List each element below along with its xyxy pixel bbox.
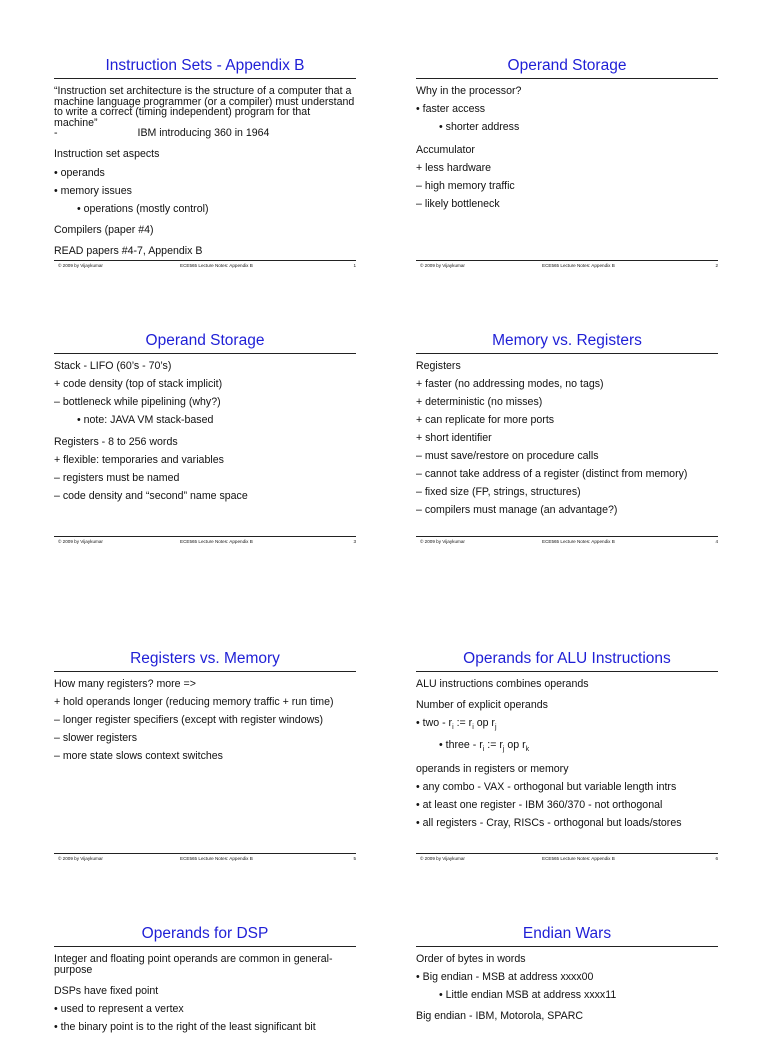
slide-body xyxy=(416,679,718,829)
compilers-line: Compilers (paper #4) xyxy=(54,223,154,236)
footer-copyright: © 2009 by Vijaykumar xyxy=(420,856,465,861)
slide-body xyxy=(54,954,356,1033)
title-rule xyxy=(54,78,356,79)
footer-course: ECE565 Lecture Notes: Appendix B xyxy=(542,539,615,544)
title-rule xyxy=(416,671,718,672)
formula-subscript: i xyxy=(452,724,454,731)
footer-page: 2 xyxy=(715,263,718,268)
footer-course: ECE565 Lecture Notes: Appendix B xyxy=(542,856,615,861)
list-item: – cannot take address of a register (distinct from memory) xyxy=(416,468,688,480)
list-item: + code density (top of stack implicit) xyxy=(54,378,223,390)
list-item: • memory issues xyxy=(54,184,132,197)
footer-course: ECE565 Lecture Notes: Appendix B xyxy=(180,539,253,544)
list-item: • shorter address xyxy=(439,121,520,133)
accumulator-heading: Accumulator xyxy=(416,144,475,156)
slide-instruction-sets xyxy=(54,56,356,268)
slide-operand-storage-1 xyxy=(416,56,718,268)
title-rule xyxy=(416,78,718,79)
footer-text xyxy=(54,854,356,862)
quote-attribution-line xyxy=(54,128,356,139)
list-item: • Little endian MSB at address xxxx11 xyxy=(439,989,617,1001)
list-item: – must save/restore on procedure calls xyxy=(416,450,599,462)
byte-order-heading: Order of bytes in words xyxy=(416,953,526,965)
quote-attribution: IBM introducing 360 in 1964 xyxy=(137,127,270,139)
footer-copyright: © 2009 by Vijaykumar xyxy=(420,539,465,544)
list-item: – likely bottleneck xyxy=(416,198,500,210)
list-item: • all registers - Cray, RISCs - orthogonal but loads/stores xyxy=(416,817,682,829)
title-rule xyxy=(416,353,718,354)
operands-location-heading: operands in registers or memory xyxy=(416,763,569,775)
formula-subscript: k xyxy=(525,746,530,753)
how-many-heading: How many registers? more => xyxy=(54,678,196,690)
read-line: READ papers #4-7, Appendix B xyxy=(54,244,203,257)
explicit-operands-heading: Number of explicit operands xyxy=(416,699,548,711)
slide-title: Memory vs. Registers xyxy=(492,332,642,349)
aspects-heading: Instruction set aspects xyxy=(54,147,160,160)
slide-title: Instruction Sets - Appendix B xyxy=(105,57,305,74)
list-item: • Big endian - MSB at address xxxx00 xyxy=(416,971,594,983)
footer-copyright: © 2009 by Vijaykumar xyxy=(420,263,465,268)
list-item-two-operands xyxy=(416,718,718,730)
formula-text: op r xyxy=(473,717,495,729)
footer-text xyxy=(54,261,356,269)
alu-combines-line: ALU instructions combines operands xyxy=(416,678,589,690)
slide-body xyxy=(416,361,718,516)
footer-text xyxy=(416,854,718,862)
slide-title: Operand Storage xyxy=(507,57,627,74)
why-heading: Why in the processor? xyxy=(416,85,522,97)
title-rule xyxy=(54,353,356,354)
slide-body xyxy=(416,954,718,1022)
list-item: – registers must be named xyxy=(54,472,180,484)
formula-text: • three - r xyxy=(439,739,483,751)
footer-copyright: © 2009 by Vijaykumar xyxy=(58,539,103,544)
formula-text: := r xyxy=(453,717,473,729)
slide-registers-vs-memory xyxy=(54,649,356,861)
formula-subscript: j xyxy=(502,746,505,753)
list-item: • operations (mostly control) xyxy=(77,202,209,215)
title-rule xyxy=(54,946,356,947)
list-item: – fixed size (FP, strings, structures) xyxy=(416,486,581,498)
list-item: + short identifier xyxy=(416,432,492,444)
slide-title: Operands for DSP xyxy=(141,925,269,942)
slide-endian-wars xyxy=(416,924,718,1029)
list-item: – more state slows context switches xyxy=(54,750,223,762)
slide-title: Operand Storage xyxy=(145,332,265,349)
footer-page: 3 xyxy=(353,539,356,544)
footer-text xyxy=(54,537,356,545)
slide-operands-dsp xyxy=(54,924,356,1040)
footer-copyright: © 2009 by Vijaykumar xyxy=(58,263,103,268)
slide-title: Endian Wars xyxy=(522,925,612,942)
slide-footer xyxy=(54,536,356,545)
list-item: + hold operands longer (reducing memory traffic + run time) xyxy=(54,696,334,708)
slide-memory-vs-registers xyxy=(416,331,718,544)
footer-text xyxy=(416,261,718,269)
formula-subscript: i xyxy=(472,724,474,731)
formula-text: := r xyxy=(484,739,503,751)
list-item: + flexible: temporaries and variables xyxy=(54,454,224,466)
slide-title: Registers vs. Memory xyxy=(130,650,280,667)
list-item: – code density and “second” name space xyxy=(54,490,248,502)
list-item: – longer register specifiers (except with register windows) xyxy=(54,714,324,726)
title-rule xyxy=(54,671,356,672)
slide-body xyxy=(54,679,356,762)
list-item: • note: JAVA VM stack-based xyxy=(77,414,214,426)
dsp-fixed-point-heading: DSPs have fixed point xyxy=(54,985,159,997)
integer-fp-line: Integer and floating point operands are common in general-purpose xyxy=(54,953,333,976)
quote-dash: - xyxy=(54,127,58,139)
slide-footer xyxy=(54,853,356,862)
footer-course: ECE565 Lecture Notes: Appendix B xyxy=(542,263,615,268)
list-item: • any combo - VAX - orthogonal but variable length intrs xyxy=(416,781,677,793)
isa-quote: “Instruction set architecture is the structure of a computer that a machine language programmer (or a compiler) must understand to write a correct (timing independent) program for that machine” xyxy=(54,85,355,129)
list-item: – bottleneck while pipelining (why?) xyxy=(54,396,221,408)
footer-course: ECE565 Lecture Notes: Appendix B xyxy=(180,263,253,268)
slide-footer xyxy=(54,260,356,269)
list-item: + can replicate for more ports xyxy=(416,414,555,426)
formula-text: • two - r xyxy=(416,717,453,729)
list-item: • used to represent a vertex xyxy=(54,1003,184,1015)
slide-footer xyxy=(416,853,718,862)
slide-footer xyxy=(416,260,718,269)
slide-title: Operands for ALU Instructions xyxy=(463,650,671,667)
list-item: • the binary point is to the right of the least significant bit xyxy=(54,1021,316,1033)
slide-operands-alu xyxy=(416,649,718,861)
list-item: – compilers must manage (an advantage?) xyxy=(416,504,618,516)
stack-heading: Stack - LIFO (60’s - 70’s) xyxy=(54,360,172,372)
registers-heading: Registers xyxy=(416,360,461,372)
list-item: + less hardware xyxy=(416,162,492,174)
registers-heading: Registers - 8 to 256 words xyxy=(54,436,178,448)
list-item: • operands xyxy=(54,166,105,179)
slide-footer xyxy=(416,536,718,545)
footer-text xyxy=(416,537,718,545)
footer-page: 6 xyxy=(715,856,718,861)
slide-operand-storage-2 xyxy=(54,331,356,544)
list-item-three-operands xyxy=(439,740,718,752)
title-rule xyxy=(416,946,718,947)
list-item: • faster access xyxy=(416,103,486,115)
slide-body xyxy=(54,86,356,257)
big-endian-line: Big endian - IBM, Motorola, SPARC xyxy=(416,1010,584,1022)
formula-text: op r xyxy=(504,739,526,751)
footer-page: 1 xyxy=(353,263,356,268)
list-item: + faster (no addressing modes, no tags) xyxy=(416,378,604,390)
list-item: + deterministic (no misses) xyxy=(416,396,543,408)
slide-body xyxy=(416,86,718,210)
formula-subscript: i xyxy=(482,746,485,753)
footer-course: ECE565 Lecture Notes: Appendix B xyxy=(180,856,253,861)
footer-copyright: © 2009 by Vijaykumar xyxy=(58,856,103,861)
formula-subscript: j xyxy=(494,724,497,731)
footer-page: 4 xyxy=(715,539,718,544)
list-item: – slower registers xyxy=(54,732,138,744)
slide-body xyxy=(54,361,356,502)
footer-page: 5 xyxy=(353,856,356,861)
list-item: • at least one register - IBM 360/370 - not orthogonal xyxy=(416,799,663,811)
list-item: – high memory traffic xyxy=(416,180,515,192)
